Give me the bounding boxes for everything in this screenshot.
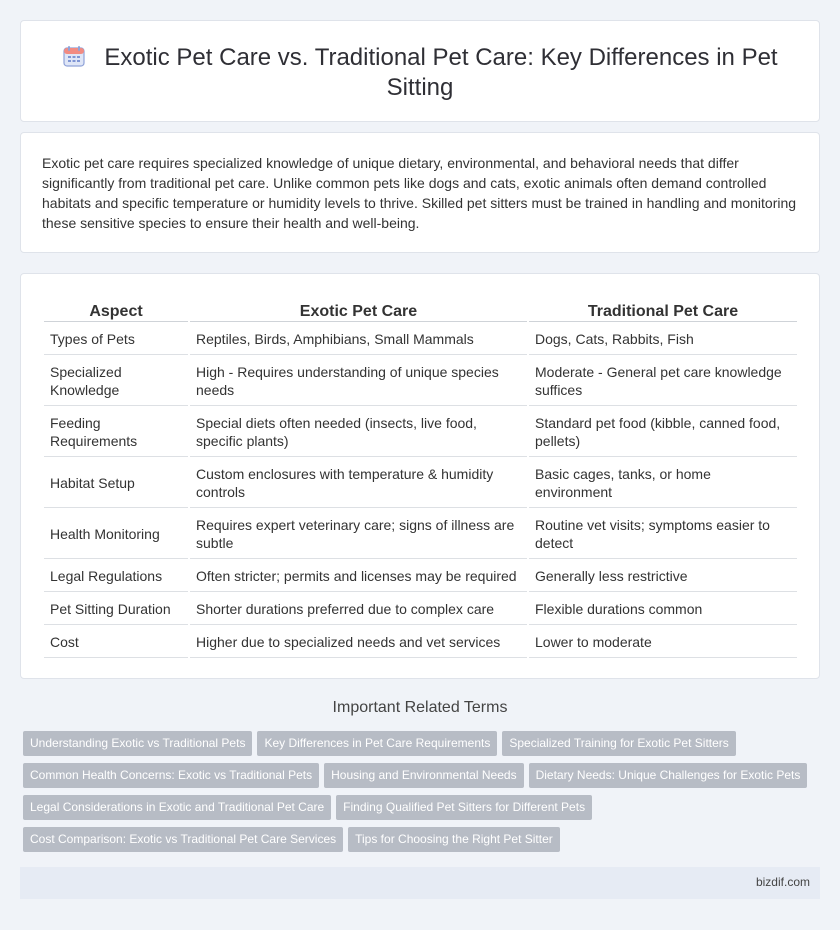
related-tag[interactable]: Key Differences in Pet Care Requirements <box>257 731 497 756</box>
tag-row <box>23 731 823 763</box>
header-exotic: Exotic Pet Care <box>190 298 527 322</box>
page-title: Exotic Pet Care vs. Traditional Pet Care: Key Differences in Pet Sitting <box>104 44 778 101</box>
cell-aspect: Health Monitoring <box>44 510 188 559</box>
cell-exotic: Higher due to specialized needs and vet services <box>190 627 527 658</box>
cell-aspect: Habitat Setup <box>44 459 188 508</box>
footer <box>20 867 820 899</box>
intro-paragraph: Exotic pet care requires specialized knowledge of unique dietary, environmental, and behavioral needs that differ significantly from traditional pet care. Unlike common pets like dogs and cats, exotic animals often demand controlled habitats and specific temperature or humidity levels to thrive. Skilled pet sitters must be trained in handling and monitoring these sensitive species to ensure their health and well-being. <box>42 155 797 231</box>
header-aspect: Aspect <box>44 298 188 322</box>
cell-exotic: High - Requires understanding of unique species needs <box>190 357 527 406</box>
footer-site[interactable]: bizdif.com <box>755 875 810 889</box>
cell-aspect: Cost <box>44 627 188 658</box>
related-tag[interactable]: Specialized Training for Exotic Pet Sitters <box>502 731 735 756</box>
page-title-wrap <box>61 43 779 103</box>
intro-card <box>20 132 820 253</box>
related-tag[interactable]: Finding Qualified Pet Sitters for Different Pets <box>336 795 592 820</box>
comparison-card <box>20 273 820 679</box>
tag-row <box>23 795 823 827</box>
table-row <box>44 408 797 457</box>
related-terms-title: Important Related Terms <box>332 699 508 716</box>
table-row <box>44 324 797 355</box>
cell-traditional: Basic cages, tanks, or home environment <box>529 459 797 508</box>
header-card <box>20 20 820 122</box>
cell-exotic: Shorter durations preferred due to complex care <box>190 594 527 625</box>
cell-exotic: Special diets often needed (insects, live food, specific plants) <box>190 408 527 457</box>
table-row <box>44 510 797 559</box>
tag-row <box>23 763 823 795</box>
cell-traditional: Generally less restrictive <box>529 561 797 592</box>
calendar-icon <box>62 44 86 68</box>
cell-traditional: Moderate - General pet care knowledge suffices <box>529 357 797 406</box>
table-row <box>44 459 797 508</box>
header-traditional: Traditional Pet Care <box>529 298 797 322</box>
cell-traditional: Routine vet visits; symptoms easier to detect <box>529 510 797 559</box>
related-tags <box>23 731 823 859</box>
related-tag[interactable]: Legal Considerations in Exotic and Traditional Pet Care <box>23 795 331 820</box>
cell-aspect: Feeding Requirements <box>44 408 188 457</box>
table-header-row <box>44 298 797 322</box>
cell-traditional: Standard pet food (kibble, canned food, pellets) <box>529 408 797 457</box>
table-row <box>44 561 797 592</box>
tag-row <box>23 827 823 859</box>
cell-aspect: Specialized Knowledge <box>44 357 188 406</box>
cell-exotic: Custom enclosures with temperature & humidity controls <box>190 459 527 508</box>
table-row <box>44 357 797 406</box>
cell-exotic: Requires expert veterinary care; signs of illness are subtle <box>190 510 527 559</box>
related-tag[interactable]: Housing and Environmental Needs <box>324 763 523 788</box>
cell-traditional: Flexible durations common <box>529 594 797 625</box>
cell-traditional: Dogs, Cats, Rabbits, Fish <box>529 324 797 355</box>
related-tag[interactable]: Cost Comparison: Exotic vs Traditional Pet Care Services <box>23 827 343 852</box>
comparison-table <box>42 296 799 660</box>
related-tag[interactable]: Tips for Choosing the Right Pet Sitter <box>348 827 560 852</box>
cell-exotic: Often stricter; permits and licenses may be required <box>190 561 527 592</box>
cell-traditional: Lower to moderate <box>529 627 797 658</box>
table-row <box>44 627 797 658</box>
cell-aspect: Legal Regulations <box>44 561 188 592</box>
related-tag[interactable]: Dietary Needs: Unique Challenges for Exotic Pets <box>529 763 808 788</box>
cell-exotic: Reptiles, Birds, Amphibians, Small Mammals <box>190 324 527 355</box>
table-row <box>44 594 797 625</box>
cell-aspect: Types of Pets <box>44 324 188 355</box>
cell-aspect: Pet Sitting Duration <box>44 594 188 625</box>
related-tag[interactable]: Understanding Exotic vs Traditional Pets <box>23 731 252 756</box>
related-tag[interactable]: Common Health Concerns: Exotic vs Traditional Pets <box>23 763 319 788</box>
